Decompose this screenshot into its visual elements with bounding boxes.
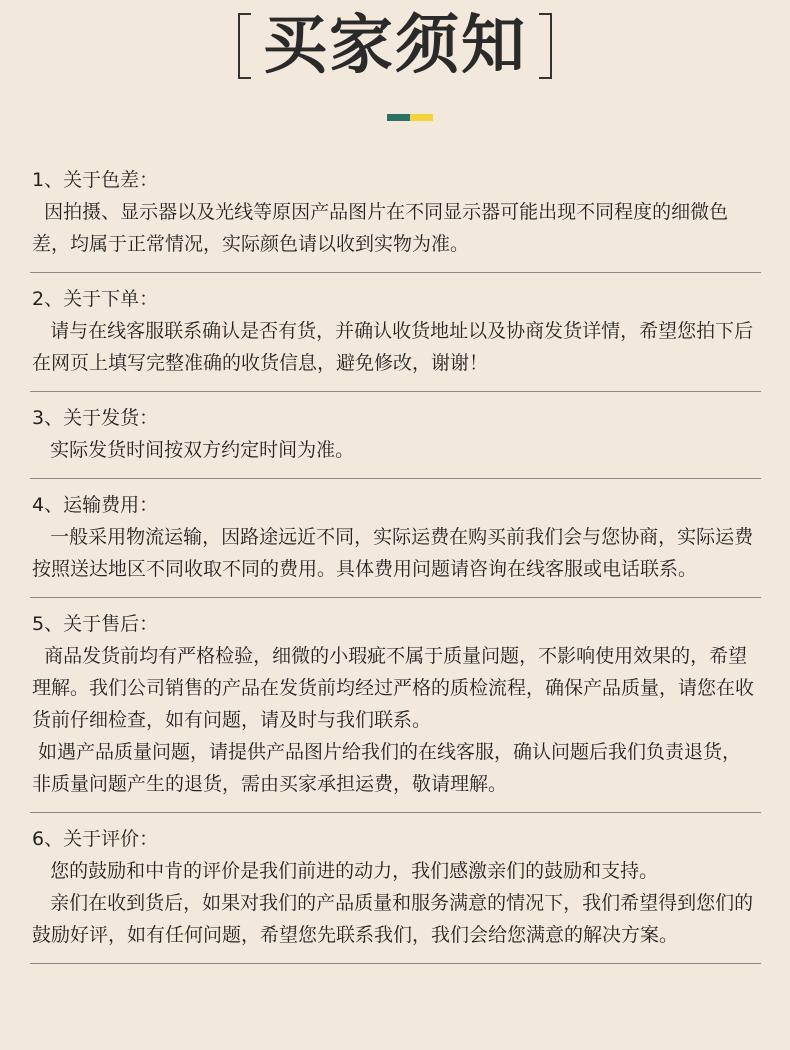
section-paragraph: 请与在线客服联系确认是否有货，并确认收货地址以及协商发货详情，希望您拍下后在网页上填写完整准确的收货信息，避免修改，谢谢！ <box>32 320 754 374</box>
section-paragraph: 因拍摄、显示器以及光线等原因产品图片在不同显示器可能出现不同程度的细微色差，均属于正常情况，实际颜色请以收到实物为准。 <box>32 201 729 255</box>
section-heading: 4、运输费用： <box>32 494 159 516</box>
title-accent-bar <box>387 114 433 121</box>
section-heading: 3、关于发货： <box>32 407 159 429</box>
section-heading: 5、关于售后： <box>32 613 159 635</box>
section-paragraph: 商品发货前均有严格检验，细微的小瑕疵不属于质量问题，不影响使用效果的，希望理解。我们公司销售的产品在发货前均经过严格的质检流程，确保产品质量，请您在收货前仔细检查，如有问题，请及时与我们联系。 <box>32 645 755 731</box>
notice-section <box>30 479 761 598</box>
notice-sections <box>30 160 761 964</box>
section-paragraph: 一般采用物流运输，因路途远近不同，实际运费在购买前我们会与您协商，实际运费按照送达地区不同收取不同的费用。具体费用问题请咨询在线客服或电话联系。 <box>32 526 754 580</box>
notice-section <box>30 273 761 392</box>
notice-section <box>30 813 761 964</box>
section-heading: 2、关于下单： <box>32 288 159 310</box>
section-paragraph: 亲们在收到货后，如果对我们的产品质量和服务满意的情况下，我们希望得到您们的鼓励好评，如有任何问题，希望您先联系我们，我们会给您满意的解决方案。 <box>32 892 754 946</box>
section-paragraph: 实际发货时间按双方约定时间为准。 <box>32 439 355 461</box>
accent-bar-green <box>387 114 410 121</box>
notice-section <box>30 160 761 273</box>
section-heading: 6、关于评价： <box>32 828 159 850</box>
notice-section <box>30 392 761 479</box>
section-paragraph: 如遇产品质量问题，请提供产品图片给我们的在线客服，确认问题后我们负责退货，非质量问题产生的退货，需由买家承担运费，敬请理解。 <box>32 741 742 795</box>
left-bracket-decoration <box>238 13 251 79</box>
page-title: 买家须知 <box>263 8 527 83</box>
right-bracket-decoration <box>539 13 552 79</box>
accent-bar-yellow <box>410 114 433 121</box>
section-paragraph: 您的鼓励和中肯的评价是我们前进的动力，我们感激亲们的鼓励和支持。 <box>32 860 659 882</box>
notice-section <box>30 598 761 813</box>
section-heading: 1、关于色差： <box>32 169 159 191</box>
title-block <box>0 6 790 86</box>
